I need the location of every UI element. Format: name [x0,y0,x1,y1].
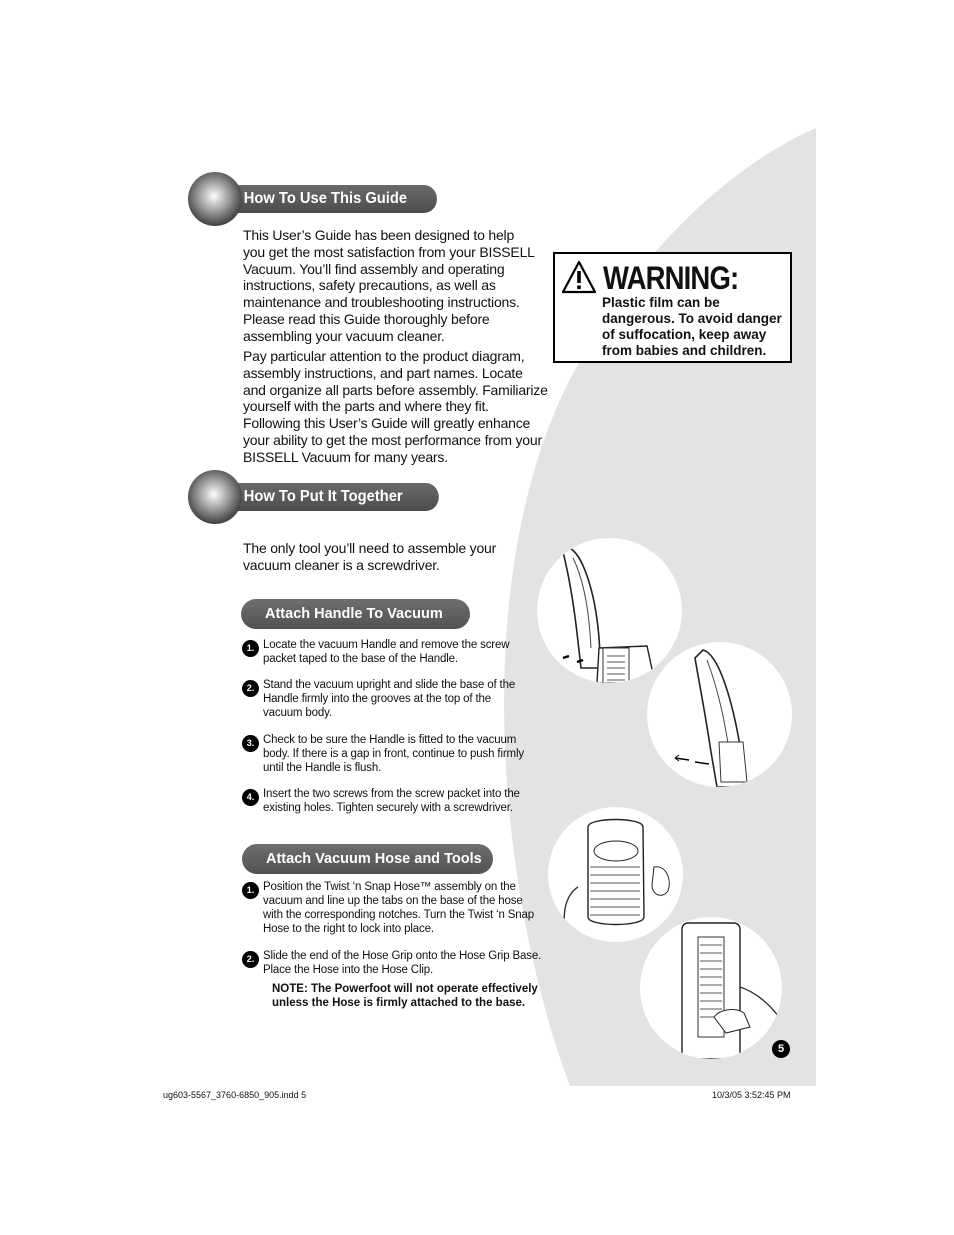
section-header-use-guide [188,172,458,216]
step-text: Locate the vacuum Handle and remove the screw packet taped to the base of the Handle. [263,639,510,665]
hose-clip-illustration [640,917,782,1059]
warning-message: Plastic film can be dangerous. To avoid danger of suffocation, keep away from babies and children. [602,295,782,358]
warning-box [553,252,792,363]
step-text: Check to be sure the Handle is fitted to the vacuum body. If there is a gap in front, continue to push firmly until the Handle is flush. [263,734,524,774]
subsection-title-attach-hose: Attach Vacuum Hose and Tools [242,844,493,874]
section-title: How To Use This Guide [218,185,437,213]
guide-intro-paragraph: This User’s Guide has been designed to help you get the most satisfaction from your BISSELL Vacuum. You’ll find assembly and operating instructions, safety precautions, as well as maintenance and troubleshooting instructions. Please read this Guide thoroughly before assembling your vacuum cleaner. [243,227,535,344]
footer-timestamp: 10/3/05 3:52:45 PM [712,1090,791,1100]
handle-screws-illustration [647,642,792,787]
step-number: 2. [242,680,259,697]
step-number: 1. [242,640,259,657]
sphere-bullet-icon [188,470,242,524]
step-number: 4. [242,789,259,806]
tool-requirement-text: The only tool you’ll need to assemble your vacuum cleaner is a screwdriver. [243,540,497,573]
step-number: 3. [242,735,259,752]
guide-attention-paragraph: Pay particular attention to the product diagram, assembly instructions, and part names. Locate and organize all parts before assembly. Familiarize yourself with the parts and where they fit. Following this User’s Guide will greatly enhance your ability to get the most performance from your BISSELL Vacuum for many years. [243,348,548,465]
step-text: Stand the vacuum upright and slide the base of the Handle firmly into the grooves at the top of the vacuum body. [263,679,516,719]
step-text: Position the Twist ‘n Snap Hose™ assembly on the vacuum and line up the tabs on the base of the hose with the corresponding notches. Turn the Twist ‘n Snap Hose to the right to lock into place. [263,881,535,935]
step-number: 2. [242,951,259,968]
sphere-bullet-icon [188,172,242,226]
step-number: 1. [242,882,259,899]
hose-attach-illustration [548,807,683,942]
step-text: Insert the two screws from the screw packet into the existing holes. Tighten securely with a screwdriver. [263,788,520,814]
handle-slide-illustration [537,538,682,683]
subsection-title-attach-handle: Attach Handle To Vacuum [241,599,470,629]
footer-file-info: ug603-5567_3760-6850_905.indd 5 [163,1090,307,1100]
warning-title: WARNING: [603,260,739,296]
step-text: Slide the end of the Hose Grip onto the Hose Grip Base. Place the Hose into the Hose Clip. [263,950,542,976]
page-number: 5 [772,1040,790,1058]
powerfoot-note: NOTE: The Powerfoot will not operate effectively unless the Hose is firmly attached to the base. [272,983,538,1009]
section-header-put-together [188,470,458,514]
section-title: How To Put It Together [218,483,439,511]
warning-triangle-icon [561,260,597,294]
